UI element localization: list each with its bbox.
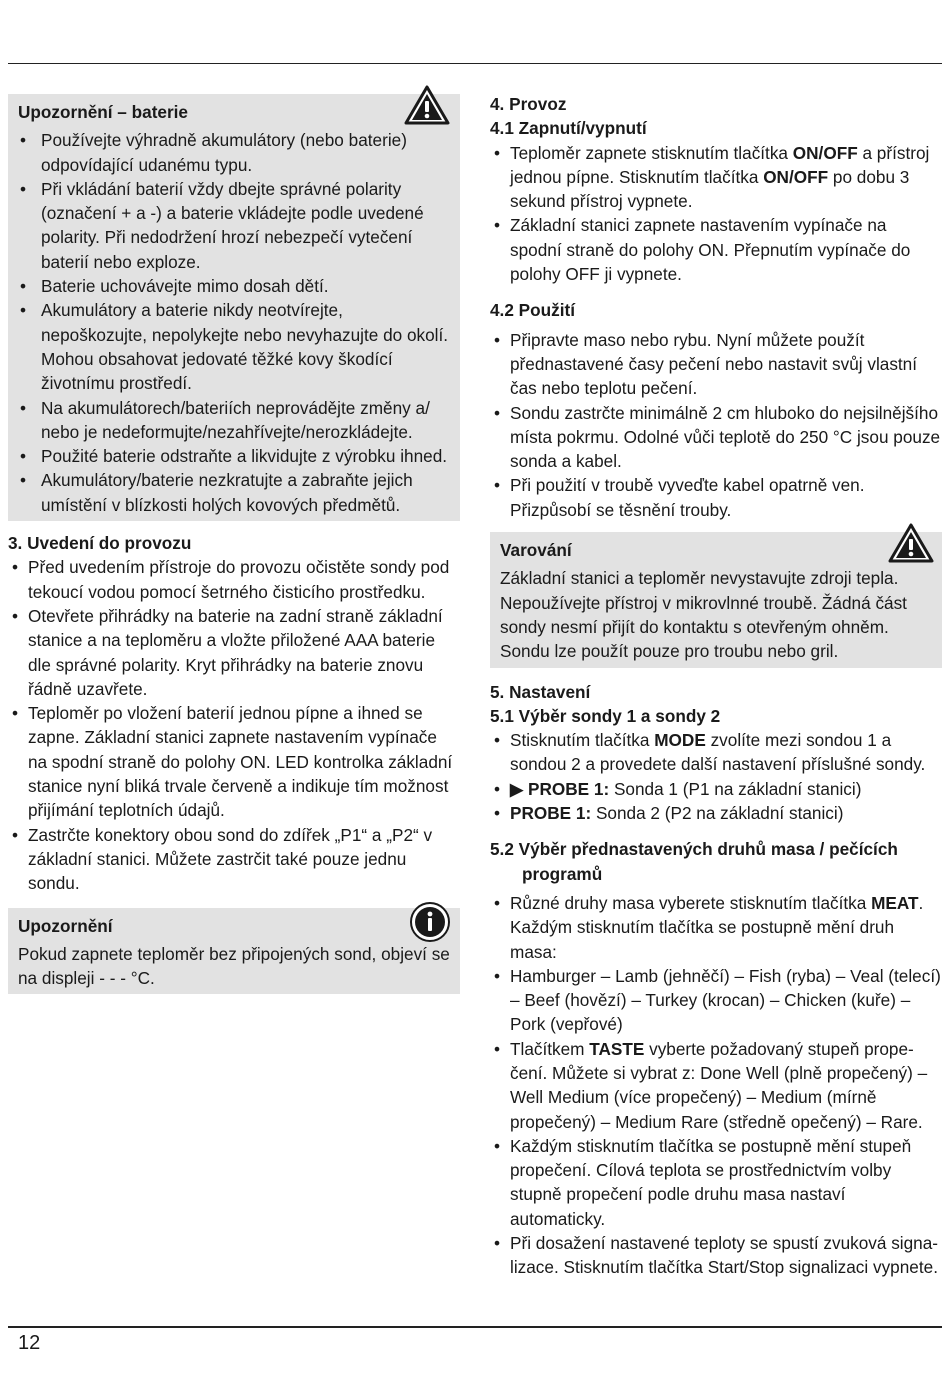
- note-title: Upozornění: [18, 915, 113, 936]
- warning-text: Základní stanici a teploměr nevystavujte zdroji tepla. Nepoužívejte přístroj v mikrovlnné troubě. Žádná část sondy nesmí přijít do kontaktu s otevřeným ohněm. Sondu lze použít pouze pro troubu nebo gril.: [500, 568, 907, 662]
- probe-list: [490, 728, 942, 825]
- battery-warning-title: Upozornění – baterie: [18, 102, 188, 122]
- warning-triangle-icon: [404, 85, 450, 125]
- list-item: • Základní stanici zapnete nastavením vypínače na spodní straně do polohy ON. Přepnutím vypínače do polohy OFF ji vypnete.: [490, 213, 942, 286]
- left-column: [8, 94, 460, 994]
- bottom-rule: [8, 1326, 942, 1328]
- list-item: • Akumulátory a baterie nikdy neotvírejte, nepoškozujte, nepolykejte nebo nevyhazujte do okolí. Mohou obsahovat jedovaté těžké kovy škodící životnímu prostředí.: [18, 298, 450, 395]
- list-item: • Hamburger – Lamb (jehněčí) – Fish (ryba) – Veal (telecí) – Beef (hovězí) – Turkey (krocan) – Chicken (kuře) – Pork (vepřové): [490, 964, 942, 1037]
- list-item: • Použité baterie odstraňte a likvidujte z výrobku ihned.: [18, 444, 450, 468]
- info-icon: [410, 902, 450, 942]
- warning-title: Varování: [500, 540, 572, 561]
- warning-triangle-icon: [888, 523, 934, 563]
- list-item: • Každým stisknutím tlačítka se postupně mění stupeň propečení. Cílová teplota se prostřednictvím volby stupně propečení podle druhu masa nastaví automaticky.: [490, 1134, 942, 1231]
- battery-warning-box: [8, 94, 460, 521]
- list-item: • Sondu zastrčte minimálně 2 cm hluboko do nejsilnějšího místa pokrmu. Odolné vůči teplotě do 250 °C jsou pouze sonda a kabel.: [490, 401, 942, 474]
- presets-list: [490, 891, 942, 1280]
- list-item: • Připravte maso nebo rybu. Nyní můžete použít přednastavené časy pečení nebo nastavit svůj vlastní čas nebo teplotu pečení.: [490, 328, 942, 401]
- list-item: • Před uvedením přístroje do provozu očistěte sondy pod tekoucí vodou pomocí šetrného čisticího prostředku.: [8, 555, 460, 604]
- list-item: • PROBE 1: Sonda 2 (P2 na základní stanici): [490, 801, 942, 825]
- list-item: • Tlačítkem TASTE vyberte požadovaný stupeň prope-čení. Můžete si vybrat z: Done Well (plně propečený) – Well Medium (více propečený) – Medium (mírně propečený) – Medium Rare (středně opečený) – Rare.: [490, 1037, 942, 1134]
- section-title-operation: 4. Provoz: [490, 94, 567, 114]
- list-item: • Na akumulátorech/bateriích neprovádějte změny a/ nebo je nedeformujte/nezahřívejte/nerozkládejte.: [18, 396, 450, 445]
- list-item: • ▶ PROBE 1: Sonda 1 (P1 na základní stanici): [490, 777, 942, 801]
- section-title-settings: 5. Nastavení: [490, 681, 591, 702]
- subsection-title-presets: 5.2 Výběr přednastavených druhů masa / pečících programů: [490, 839, 898, 884]
- list-item: • Stisknutím tlačítka MODE zvolíte mezi sondou 1 a sondou 2 a provedete další nastavení příslušné sondy.: [490, 728, 942, 777]
- battery-warning-list: [18, 128, 450, 517]
- top-rule: [8, 63, 942, 64]
- list-item: • Při vkládání baterií vždy dbejte správné polarity (označení + a -) a baterie vkládejte podle uvedené polarity. Při nedodržení hrozí nebezpečí vytečení baterií nebo exploze.: [18, 177, 450, 274]
- subsection-title-probe: 5.1 Výběr sondy 1 a sondy 2: [490, 705, 721, 726]
- list-item: • Teploměr po vložení baterií jednou pípne a ihned se zapne. Základní stanici zapnete nastavením vypínače na spodní straně do polohy ON. LED kontrolka základní stanice nyní bliká trvale červeně a indikuje tím možnost přijímání teplotních údajů.: [8, 701, 460, 822]
- list-item: • Při dosažení nastavené teploty se spustí zvuková signa-lizace. Stisknutím tlačítka Start/Stop signalizaci vypnete.: [490, 1231, 942, 1280]
- note-text: Pokud zapnete teploměr bez připojených sond, objeví se na displeji - - - °C.: [18, 943, 450, 989]
- startup-list: [8, 555, 460, 895]
- list-item: • Při použití v troubě vyveďte kabel opatrně ven. Přizpůsobí se těsnění trouby.: [490, 473, 942, 522]
- subsection-title-onoff: 4.1 Zapnutí/vypnutí: [490, 118, 647, 139]
- list-item: • Různé druhy masa vyberete stisknutím tlačítka MEAT. Každým stisknutím tlačítka se postupně mění druh masa:: [490, 891, 942, 964]
- subsection-title-use: 4.2 Použití: [490, 300, 575, 321]
- onoff-list: [490, 141, 942, 287]
- list-item: • Používejte výhradně akumulátory (nebo baterie) odpovídající udanému typu.: [18, 128, 450, 177]
- right-column: [490, 92, 942, 1280]
- use-list: [490, 328, 942, 522]
- section-title-startup: 3. Uvedení do provozu: [8, 533, 192, 554]
- list-item: • Zastrčte konektory obou sond do zdířek „P1“ a „P2“ v základní stanici. Můžete zastrčit také pouze jednu sondu.: [8, 823, 460, 896]
- list-item: • Otevřete přihrádky na baterie na zadní straně základní stanice a na teploměru a vložte přiložené AAA baterie dle správné polarity. Kryt přihrádky na baterie znovu řádně uzavřete.: [8, 604, 460, 701]
- list-item: • Teploměr zapnete stisknutím tlačítka ON/OFF a přístroj jednou pípne. Stisknutím tlačítka ON/OFF po dobu 3 sekund přístroj vypnete.: [490, 141, 942, 214]
- warning-box: [490, 532, 942, 667]
- list-item: • Baterie uchovávejte mimo dosah dětí.: [18, 274, 450, 298]
- note-box: [8, 908, 460, 995]
- list-item: • Akumulátory/baterie nezkratujte a zabraňte jejich umístění v blízkosti holých kovových předmětů.: [18, 468, 450, 517]
- page-number: 12: [18, 1332, 41, 1354]
